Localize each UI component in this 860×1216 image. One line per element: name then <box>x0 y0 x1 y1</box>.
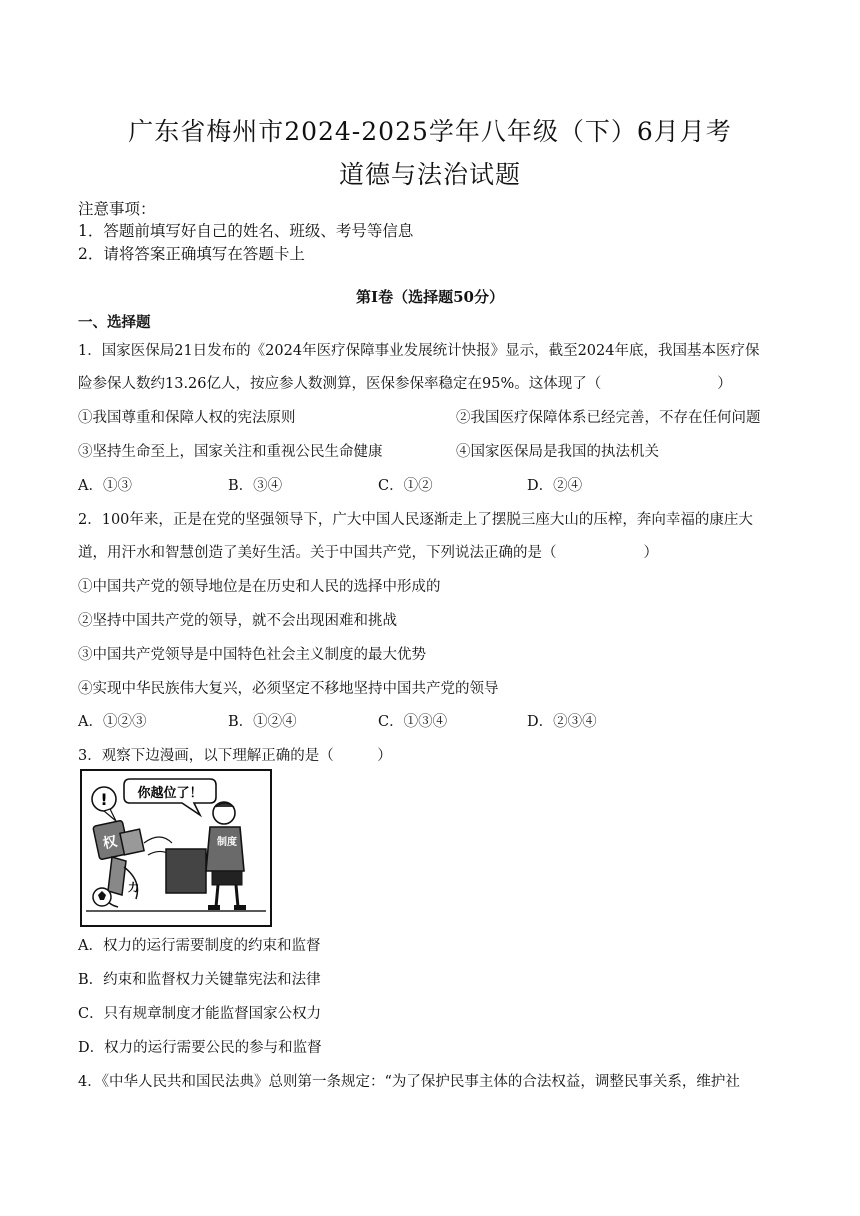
statement-4: ④国家医保局是我国的执法机关 <box>456 444 659 460</box>
statement-3: ③中国共产党领导是中国特色社会主义制度的最大优势 <box>78 647 426 663</box>
question-stem: 2．100年来，正是在党的坚强领导下，广大中国人民逐渐走上了摆脱三座大山的压榨，奔向幸福的康庄大 <box>78 512 753 528</box>
power-sign: 力 <box>128 881 139 894</box>
statement-1: ①我国尊重和保障人权的宪法原则 <box>78 410 296 426</box>
cartoon-drawing <box>82 771 270 925</box>
option-d[interactable]: D．权力的运行需要公民的参与和监督 <box>78 1040 322 1056</box>
option-b[interactable]: B．③④ <box>228 478 283 494</box>
option-c[interactable]: C．①③④ <box>378 714 448 730</box>
notes-item-2: 2．请将答案正确填写在答题卡上 <box>78 245 305 263</box>
statement-2: ②坚持中国共产党的领导，就不会出现困难和挑战 <box>78 613 397 629</box>
power-label: 权 <box>101 833 119 853</box>
speech-text: 你越位了！ <box>137 786 203 801</box>
notes-item-1: 1．答题前填写好自己的姓名、班级、考号等信息 <box>78 222 414 240</box>
question-stem: 险参保人数约13.26亿人，按应参人数测算，医保参保率稳定在95%。这体现了（ ） <box>78 376 732 392</box>
statement-1: ①中国共产党的领导地位是在历史和人民的选择中形成的 <box>78 579 441 595</box>
exam-title-line2: 道德与法治试题 <box>338 160 521 189</box>
exam-title-line1: 广东省梅州市2024-2025学年八年级（下）6月月考 <box>128 117 732 146</box>
statement-4: ④实现中华民族伟大复兴，必须坚定不移地坚持中国共产党的领导 <box>78 681 499 697</box>
statement-2: ②我国医疗保障体系已经完善，不存在任何问题 <box>456 410 761 426</box>
exclaim-text: ! <box>100 790 108 809</box>
option-b[interactable]: B．约束和监督权力关键靠宪法和法律 <box>78 972 321 988</box>
option-d[interactable]: D．②④ <box>527 478 583 494</box>
notes-heading: 注意事项： <box>78 200 156 218</box>
statement-3: ③坚持生命至上，国家关注和重视公民生命健康 <box>78 444 383 460</box>
option-a[interactable]: A．①③ <box>78 478 132 494</box>
section-title: 第I卷（选择题50分） <box>356 288 504 306</box>
option-c[interactable]: C．只有规章制度才能监督国家公权力 <box>78 1006 322 1022</box>
option-c[interactable]: C．①② <box>378 478 433 494</box>
option-b[interactable]: B．①②④ <box>228 714 297 730</box>
system-label: 制度 <box>217 837 237 848</box>
question-stem: 1．国家医保局21日发布的《2024年医疗保障事业发展统计快报》显示，截至2024年底，我国基本医疗保 <box>78 343 760 359</box>
question-stem: 道，用汗水和智慧创造了美好生活。关于中国共产党，下列说法正确的是（ ） <box>78 545 658 561</box>
question-stem: 4．《中华人民共和国民法典》总则第一条规定：“为了保护民事主体的合法权益，调整民事关系，维护社 <box>78 1074 740 1090</box>
option-a[interactable]: A．①②③ <box>78 714 147 730</box>
cartoon-illustration <box>80 769 272 927</box>
question-stem: 3．观察下边漫画，以下理解正确的是（ ） <box>78 748 392 764</box>
option-d[interactable]: D．②③④ <box>527 714 597 730</box>
option-a[interactable]: A．权力的运行需要制度的约束和监督 <box>78 938 321 954</box>
part-heading: 一、选择题 <box>78 314 151 331</box>
